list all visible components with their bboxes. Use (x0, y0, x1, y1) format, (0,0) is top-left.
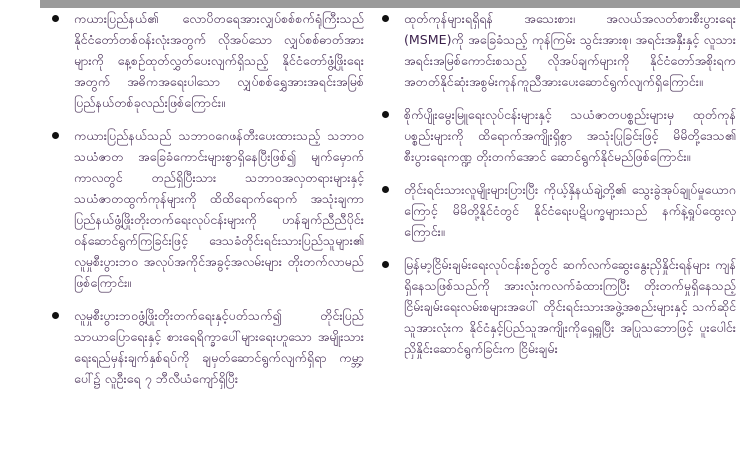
bullet-item (0, 125, 370, 293)
bullet-text: မြန်မာ့ငြိမ်းချမ်းရေးလုပ်ငန်းစဉ်တွင် ဆက်လက်ဆွေးနွေးညှိနှိုင်းရန်များ ကျန်ရှိနေသဖြစ်သည်ကို အားလုံးကလက်ခံထားကြပြီး တိုးတက်မှုရှိနေသည့် ငြိမ်းချမ်းရေးလမ်းစများအပေါ် တိုင်းရင်းသားအဖွဲ့အစည်းများနှင့် သက်ဆိုင်သူအားလုံးက နိုင်ငံနှင့်ပြည်သူအကျိုးကိုရှေ့ရှုပြီး အပြုသဘောဖြင့် ပူးပေါင်းညှိနှိုင်းဆောင်ရွက်ခြင်းက ငြိမ်းချမ်း (404, 257, 736, 356)
bullet-icon (382, 111, 389, 118)
bullet-item (374, 104, 746, 167)
bullet-icon (52, 312, 59, 319)
bullet-text: ကယားပြည်နယ်သည် သဘာဝဂေဖန်တီးပေးထားသည့် သဘာဝသယံဇာတ အခြေခံကောင်းများစွာရှိနေပြီးဖြစ်၍ မျက်မှောက်ကာလတွင် တည်ရှိပြီးသား သဘာဝအလှတရားများနှင့် သယံဇာတထွက်ကုန်များကို ထိထိရောက်ရောက် အသုံးချကာ ပြည်နယ်ဖွံ့ဖြိုးတိုးတက်ရေးလုပ်ငန်းများကို ဟန်ချက်ညီညီပိုင်း ဝန်ဆောင်ရွက်ကြခြင်းဖြင့် ဒေသခံတိုင်းရင်းသားပြည်သူများ၏ လူမှုစီးပွားဘဝ အလုပ်အကိုင်အခွင့်အလမ်းများ တိုးတက်လာမည်ဖြစ်ကြောင်း။ (74, 128, 364, 290)
bullet-icon (382, 15, 389, 22)
left-column (0, 8, 370, 460)
bullet-icon (52, 15, 59, 22)
bullet-text: တိုင်းရင်းသားလူမျိုးများပြားပြီး ကိုယ့်နှိနယ်ချဲ့တို့၏ သွေးခွဲအုပ်ချုပ်မှုယောဂကြောင့် မိမိတို့နိုင်ငံတွင် နိုင်ငံရေးပဋိပက္ခများသည် နက်နဲ့ရှုပ်ထွေးလှကြောင်း။ (404, 182, 736, 239)
bullet-icon (382, 261, 389, 268)
bullet-item (374, 179, 746, 242)
bullet-text: ကယားပြည်နယ်၏ လောပိတရေအားလျှပ်စစ်စက်ရုံကြီးသည် နိုင်ငံတော်တစ်ဝန်းလုံးအတွက် လိုအပ်သော လျှပ်စစ်ဓာတ်အားများကို နေ့စဉ်ထုတ်လွှတ်ပေးလျက်ရှိသည့် နိုင်ငံတော်ဖွံ့ဖြိုးရေးအတွက် အဓိကအရေးပါသော လျှပ်စစ်ရွှေအားအရင်းအမြစ် ပြည်နယ်တစ်ခုလည်းဖြစ်ကြောင်း။ (74, 11, 364, 110)
bullet-icon (52, 132, 59, 139)
bullet-icon (382, 186, 389, 193)
top-gray-bar (40, 0, 740, 8)
bullet-text: ထုတ်ကုန်များရရှိရန် အသေးစား၊ အလယ်အလတ်စားစီးပွားရေး (MSME)ကို အခြေခံသည့် ကုန်ကြမ်း သွင်းအားစု၊ အရင်းအနှီးနှင့် လူသားအရင်းအမြစ်ကောင်းစသည့် လိုအပ်ချက်များကို နိုင်ငံတော်အစိုးရက အတတ်နိုင်ဆုံးအစွမ်းကုန်ကူညီအားပေးဆောင်ရွက်လျက်ရှိကြောင်း။ (404, 11, 736, 89)
article-columns (0, 8, 750, 460)
bullet-item (374, 254, 746, 359)
bullet-item (0, 8, 370, 113)
right-column (374, 8, 746, 460)
bullet-text: လူမှုစီးပွားဘဝဖွံ့ဖြိုးတိုးတက်ရေးနှင့်ပတ်သက်၍ တိုင်းပြည်သာယာပြောရေးနှင့် စားရေရိက္ခာပေါ်များရေးဟူသော အမျိုးသားရေးရည်မှန်းချက်နှစ်ရပ်ကို ချမှတ်ဆောင်ရွက်လျက်ရှိရာ ကမ္ဘာ့ပေါ်၌ လူဦးရေ ၇ ဘီလီယံကျော်ရှိပြီး (74, 308, 364, 386)
bullet-item (0, 305, 370, 389)
bullet-item (374, 8, 746, 92)
bullet-text: စိုက်ပျိုးမွေးမြူရေးလုပ်ငန်းများနှင့် သယံဇာတပစ္စည်းများမှ ထုတ်ကုန်ပစ္စည်းများကို ထိရောက်အကျိုးရှိစွာ အသုံးပြုခြင်းဖြင့် မိမိတို့ဒေသ၏ စီးပွားရေးကဏ္ဍ တိုးတက်အောင် ဆောင်ရွက်နိုင်မည်ဖြစ်ကြောင်း။ (404, 107, 736, 164)
